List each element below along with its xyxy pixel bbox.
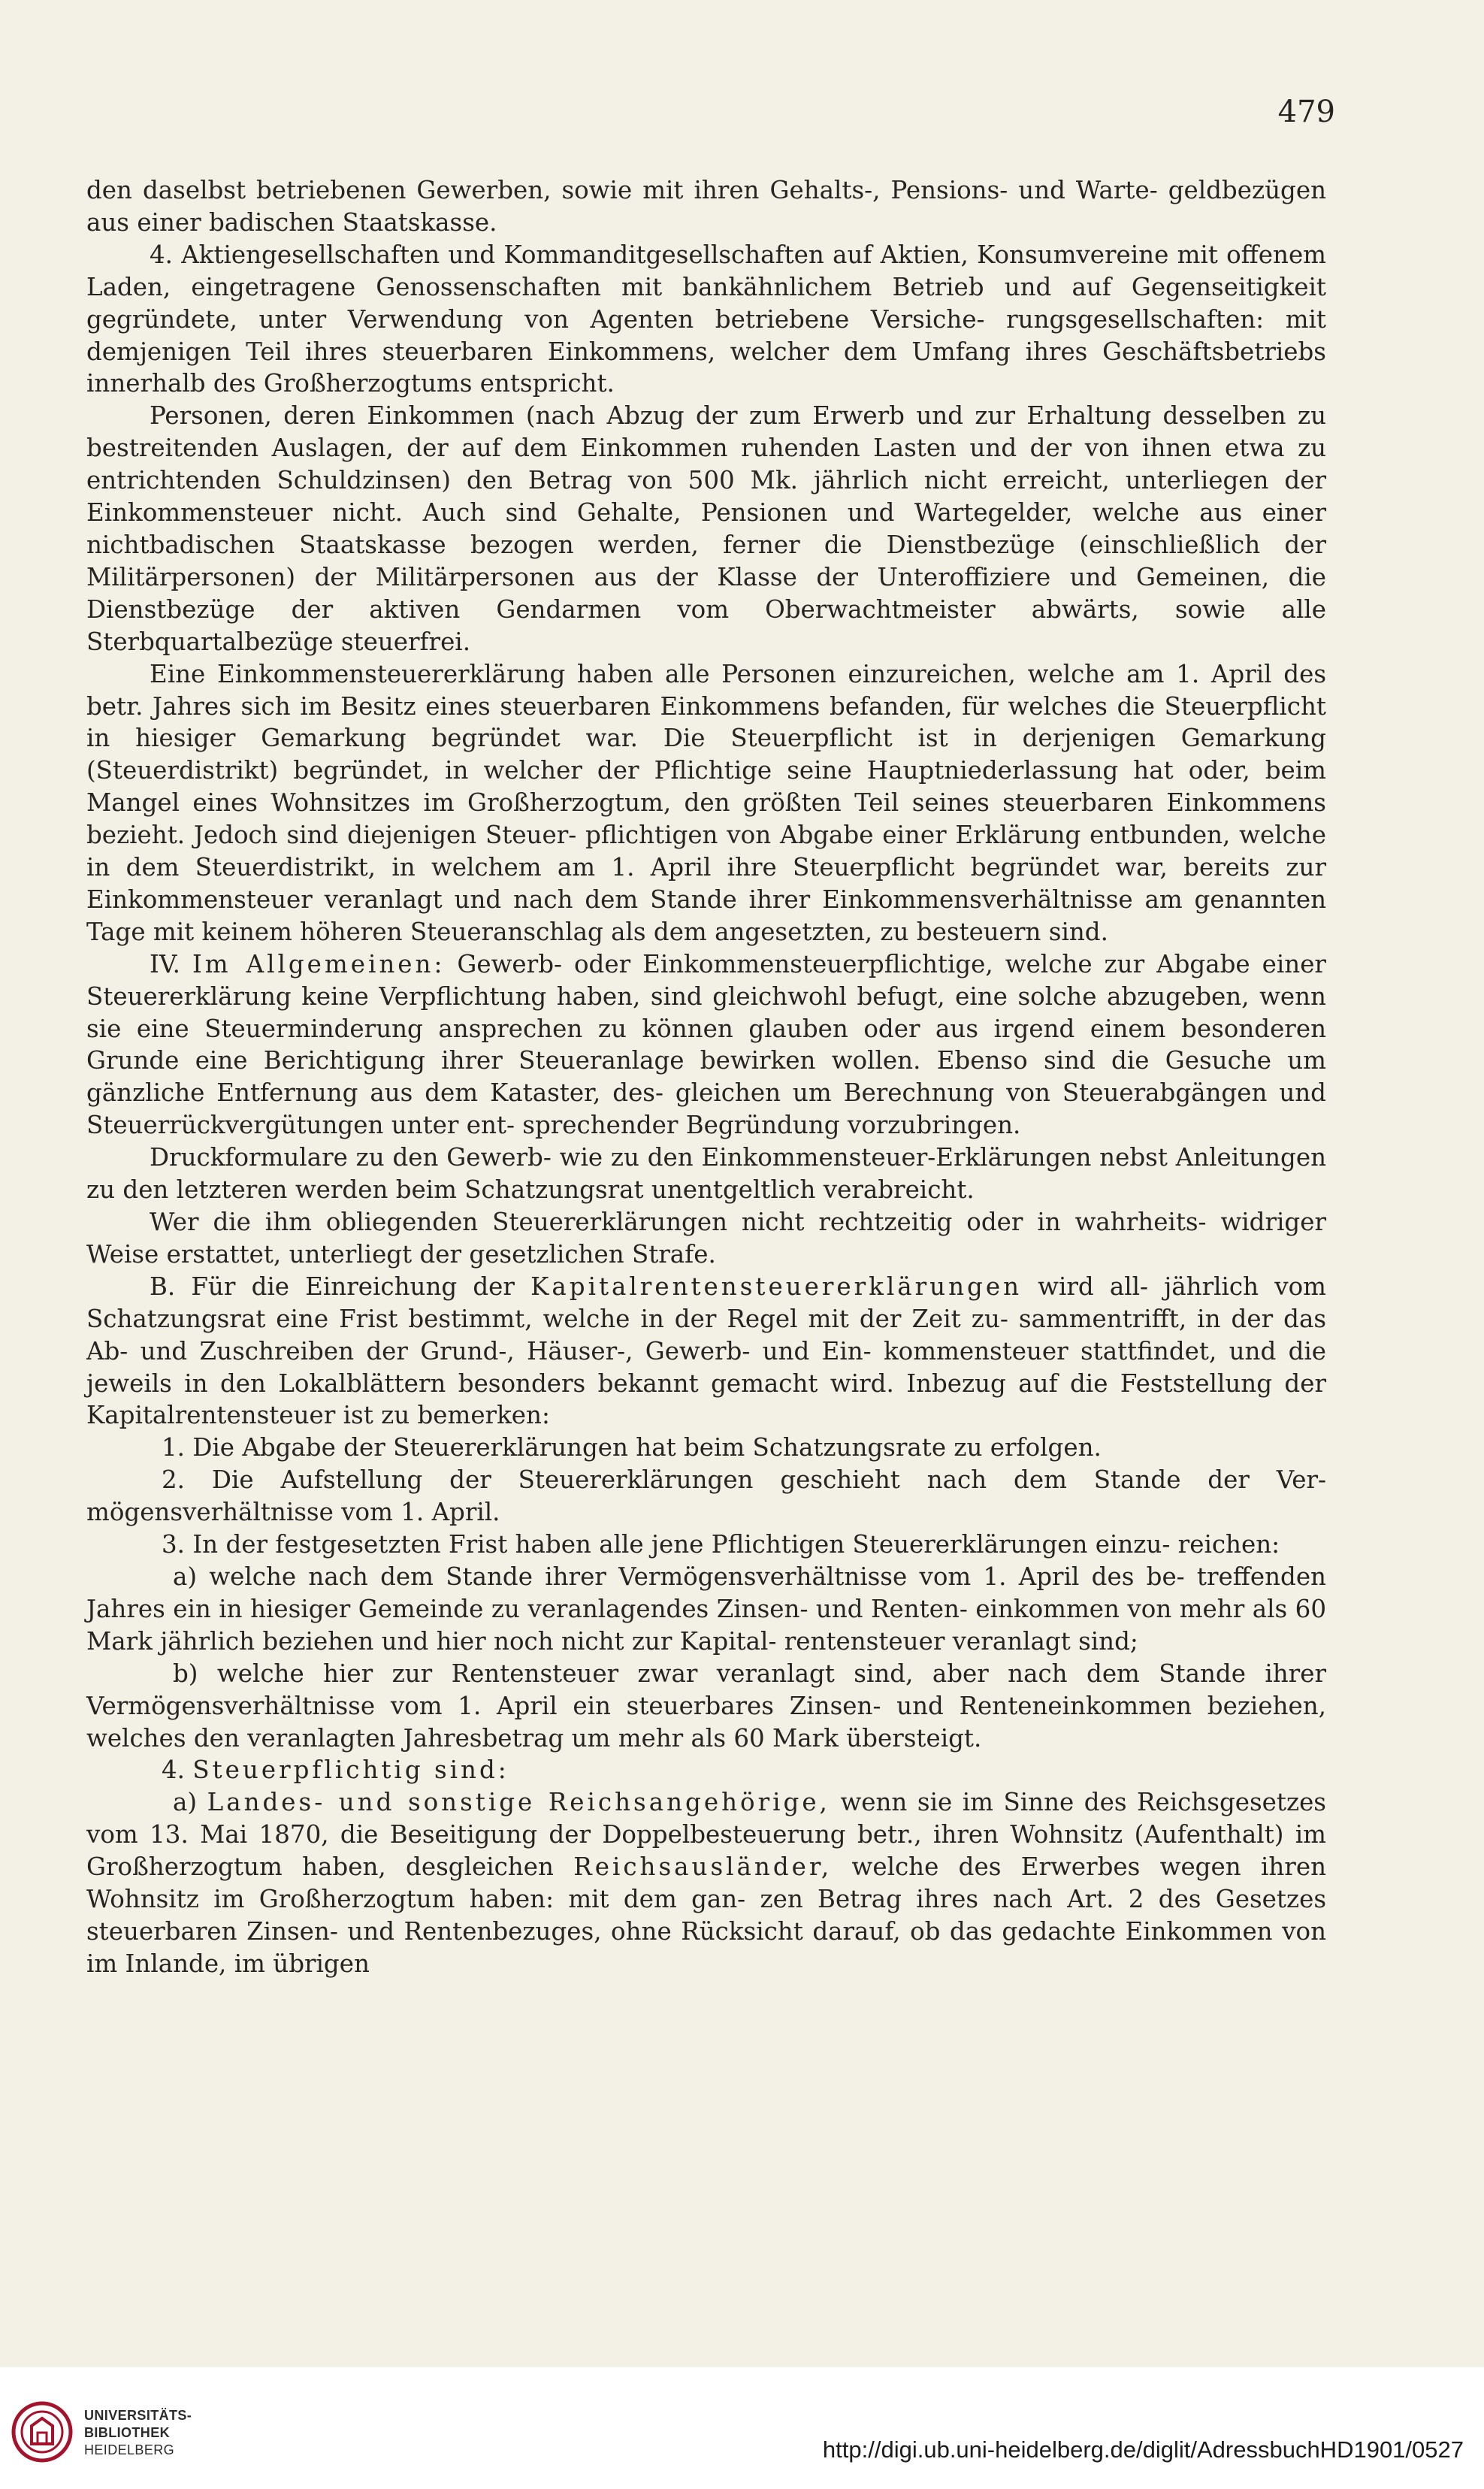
paragraph-2: 4. Aktiengesellschaften und Kommanditgesellschaften auf Aktien, Konsumvereine mit offenem Laden, eingetragene Genossenschaften mit bankähnlichem Betrieb und auf Gegenseitigkeit gegründete, unter Verwendung von Agenten betriebene Versiche- rungsgesellschaften: mit demjenigen Teil ihres steuerbaren Einkommens, welcher dem Umfang ihres Geschäftsbetriebs innerhalb des Großherzogtums entspricht. xyxy=(86,240,1326,398)
paragraph-1: den daselbst betriebenen Gewerben, sowie mit ihren Gehalts-, Pensions- und Warte- geldbezügen aus einer badischen Staatskasse. xyxy=(86,176,1326,237)
item-3: 3. In der festgesetzten Frist haben alle jene Pflichtigen Steuererklärungen einzu- reichen: xyxy=(162,1530,1280,1559)
section-b-heading: Kapitalrentensteuererklärungen xyxy=(530,1272,1022,1301)
university-seal-icon xyxy=(11,2400,74,2463)
library-line-1: UNIVERSITÄTS- xyxy=(84,2408,192,2423)
item-4a-text-continued: welche des Erwerbes wegen ihren Wohnsitz im Großherzogtum haben: mit dem gan- zen Betrag ihres nach Art. 2 des Gesetzes steuerbaren Zinsen- und Rentenbezuges, ohne Rücksicht darauf, ob das gedachte Einkommen von im Inlande, im übrigen xyxy=(86,1852,1327,1978)
library-line-2: BIBLIOTHEK xyxy=(84,2425,170,2440)
item-3b: b) welche hier zur Rentensteuer zwar veranlagt sind, aber nach dem Stande ihrer Vermögensverhältnisse vom 1. April ein steuerbares Zinsen- und Renteneinkommen beziehen, welches den veranlagten Jahresbetrag um mehr als 60 Mark übersteigt. xyxy=(86,1659,1326,1753)
item-4a-letter: a) xyxy=(173,1788,198,1817)
source-url: http://digi.ub.uni-heidelberg.de/diglit/AdressbuchHD1901/0527 xyxy=(822,2436,1464,2463)
item-3a: a) welche nach dem Stande ihrer Vermögensverhältnisse vom 1. April des be- treffenden Jahres ein in hiesiger Gemeinde zu veranlagendes Zinsen- und Renten- einkommen von mehr als 60 Mark jährlich beziehen und hier noch nicht zur Kapital- rentensteuer veranlagt sind; xyxy=(86,1562,1326,1656)
page-number: 479 xyxy=(1277,95,1335,129)
item-1: 1. Die Abgabe der Steuererklärungen hat beim Schatzungsrate zu erfolgen. xyxy=(162,1433,1102,1462)
section-iv-heading: Im Allgemeinen: xyxy=(192,949,446,978)
library-line-3: HEIDELBERG xyxy=(84,2442,175,2457)
item-4a-auslaender: Reichsausländer, xyxy=(573,1852,833,1882)
section-b-prefix: B. Für die Einreichung der xyxy=(150,1272,515,1301)
paragraph-8 xyxy=(86,1271,1326,1432)
item-4a-text: wenn sie im Sinne des Reichsgesetzes vom 13. Mai 1870, die Beseitigung der Doppelbesteuerung betr., ihren Wohnsitz (Aufenthalt) im Großherzogtum haben, desgleichen xyxy=(86,1788,1326,1882)
paragraph-6: Druckformulare zu den Gewerb- wie zu den Einkommensteuer-Erklärungen nebst Anleitungen zu den letzteren werden beim Schatzungsrat unentgeltlich verabreicht. xyxy=(86,1143,1326,1205)
section-iv-number: IV. xyxy=(150,949,180,978)
item-4 xyxy=(86,1754,1326,1786)
paragraph-7: Wer die ihm obliegenden Steuererklärungen nicht rechtzeitig oder in wahrheits- widriger Weise erstattet, unterliegt der gesetzlichen Strafe. xyxy=(86,1208,1326,1269)
paragraph-4: Eine Einkommensteuererklärung haben alle Personen einzureichen, welche am 1. April des betr. Jahres sich im Besitz eines steuerbaren Einkommens befanden, für welches die Steuerpflicht in hiesiger Gemarkung begründet war. Die Steuerpflicht ist in derjenigen Gemarkung (Steuerdistrikt) begründet, in welcher der Pflichtige seine Hauptniederlassung hat oder, beim Mangel eines Wohnsitzes im Großherzogtum, den größten Teil seines steuerbaren Einkommens bezieht. Jedoch sind diejenigen Steuer- pflichtigen von Abgabe einer Erklärung entbunden, welche in dem Steuerdistrikt, in welchem am 1. April ihre Steuerpflicht begründet war, bereits zur Einkommensteuer veranlagt und nach dem Stande ihrer Einkommensverhältnisse am genannten Tage mit keinem höheren Steueranschlag als dem angesetzten, zu besteuern sind. xyxy=(86,659,1326,946)
library-name xyxy=(84,2407,192,2459)
body-text xyxy=(86,174,1326,1980)
paragraph-5 xyxy=(86,948,1326,1142)
section-b-text: wird all- jährlich vom Schatzungsrat eine Frist bestimmt, welche in der Regel mit der Zeit zu- sammentrifft, in der das Ab- und Zuschreiben der Grund-, Häuser-, Gewerb- und Ein- kommensteuer stattfindet, und die jeweils in den Lokalblättern besonders bekannt gemacht wird. Inbezug auf die Feststellung der Kapitalrentensteuer ist zu bemerken: xyxy=(86,1272,1326,1430)
item-4a-heading: Landes- und sonstige Reichsangehörige, xyxy=(207,1788,830,1817)
item-4-number: 4. xyxy=(162,1756,186,1785)
item-4a xyxy=(86,1786,1326,1979)
item-2: 2. Die Aufstellung der Steuererklärungen geschieht nach dem Stande der Ver- mögensverhältnisse vom 1. April. xyxy=(86,1465,1326,1527)
item-4-heading: Steuerpflichtig sind: xyxy=(192,1756,509,1785)
paragraph-3: Personen, deren Einkommen (nach Abzug der zum Erwerb und zur Erhaltung desselben zu bestreitenden Auslagen, der auf dem Einkommen ruhenden Lasten und der von ihnen etwa zu entrichtenden Schuldzinsen) den Betrag von 500 Mk. jährlich nicht erreicht, unterliegen der Einkommensteuer nicht. Auch sind Gehalte, Pensionen und Wartegelder, welche aus einer nichtbadischen Staatskasse bezogen werden, ferner die Dienstbezüge (einschließlich der Militärpersonen) der Militärpersonen aus der Klasse der Unteroffiziere und Gemeinen, die Dienstbezüge der aktiven Gendarmen vom Oberwachtmeister abwärts, sowie alle Sterbquartalbezüge steuerfrei. xyxy=(86,401,1326,656)
section-iv-text: Gewerb- oder Einkommensteuerpflichtige, welche zur Abgabe einer Steuererklärung keine Verpflichtung haben, sind gleichwohl befugt, eine solche abzugeben, wenn sie eine Steuerminderung ansprechen zu können glauben oder aus irgend einem besonderen Grunde eine Berichtigung ihrer Steueranlage bewirken wollen. Ebenso sind die Gesuche um gänzliche Entfernung aus dem Kataster, des- gleichen um Berechnung von Steuerabgängen und Steuerrückvergütungen unter ent- sprechender Begründung vorzubringen. xyxy=(86,949,1326,1140)
footer-bar xyxy=(0,2367,1484,2489)
